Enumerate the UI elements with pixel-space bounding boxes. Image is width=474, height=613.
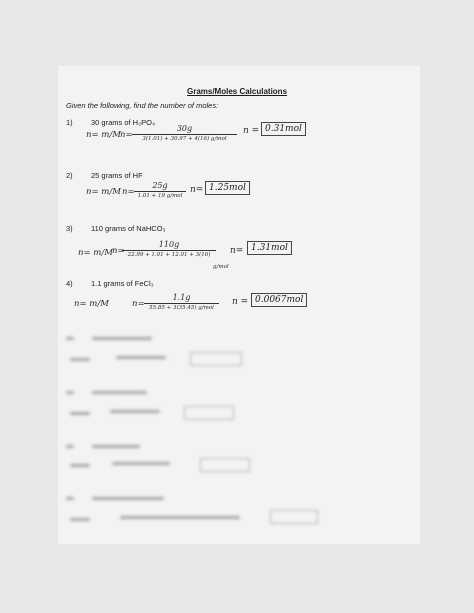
- denominator: 1.01 + 19 g/mol: [137, 193, 183, 199]
- problem-number: 3): [66, 224, 73, 233]
- denominator-unit: g/mol: [213, 264, 229, 270]
- formula: n= m/M: [86, 130, 121, 140]
- fraction-bar: [134, 191, 186, 192]
- answer-box: 0.0067mol: [251, 293, 307, 307]
- fraction-bar: [122, 250, 216, 251]
- answer-label: n=: [190, 185, 204, 195]
- problem-prompt: 30 grams of H₃PO₄: [91, 118, 156, 127]
- numerator: 1.1g: [172, 293, 191, 302]
- formula: n= m/M: [78, 248, 113, 258]
- n-label: n=: [132, 299, 145, 309]
- answer-label: n =: [232, 297, 249, 307]
- answer-label: n =: [243, 126, 260, 136]
- problem-prompt: 1.1 grams of FeCl₃: [91, 279, 154, 288]
- formula: n= m/M: [86, 187, 121, 197]
- fraction: [122, 240, 216, 258]
- answer-box: 1.31mol: [247, 241, 292, 255]
- problem-number: 1): [66, 118, 73, 127]
- denominator: 22.99 + 1.01 + 12.01 + 3(16): [127, 252, 211, 258]
- formula: n= m/M: [74, 299, 109, 309]
- n-label: n=: [120, 130, 133, 140]
- problem-number: 2): [66, 171, 73, 180]
- denominator: 3(1.01) + 30.97 + 4(16) g/mol: [142, 136, 227, 142]
- problem-number: 4): [66, 279, 73, 288]
- answer-label: n=: [230, 246, 244, 256]
- fraction: [144, 293, 219, 311]
- fraction: [132, 124, 237, 142]
- answer-box: 0.31mol: [261, 122, 306, 136]
- numerator: 30g: [176, 124, 193, 133]
- n-label: n=: [112, 246, 125, 256]
- problem-prompt: 110 grams of NaHCO₃: [91, 224, 166, 233]
- page-title: Grams/Moles Calculations: [186, 87, 288, 96]
- fraction-bar: [132, 134, 237, 135]
- denominator: 55.85 + 3(35.45) g/mol: [149, 305, 214, 311]
- answer-box: 1.25mol: [205, 181, 250, 195]
- numerator: 25g: [152, 181, 168, 190]
- instructions: Given the following, find the number of moles:: [66, 101, 219, 110]
- numerator: 110g: [158, 240, 180, 249]
- problem-prompt: 25 grams of HF: [91, 171, 143, 180]
- n-label: n=: [122, 187, 135, 197]
- fraction: [134, 181, 186, 199]
- fraction-bar: [144, 303, 219, 304]
